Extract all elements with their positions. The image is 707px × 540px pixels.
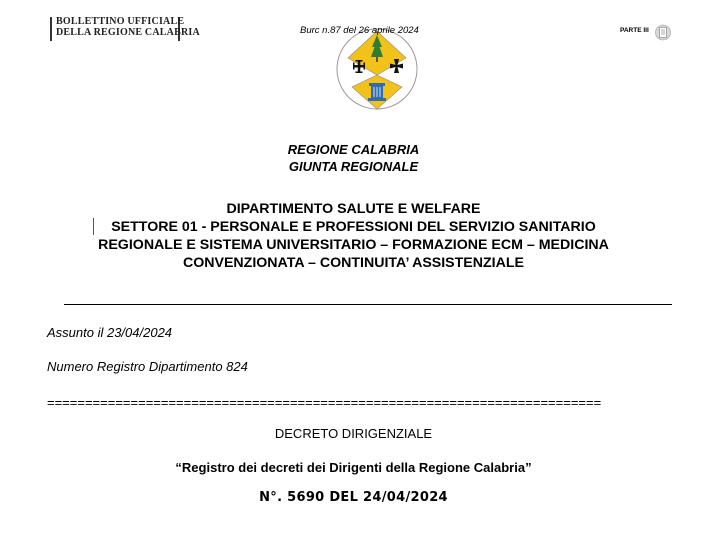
decree-number: N°. 5690 DEL 24/04/2024 — [259, 490, 448, 505]
registro-number: Numero Registro Dipartimento 824 — [47, 359, 248, 374]
masthead-line-2: DELLA REGIONE CALABRIA — [56, 26, 200, 38]
separator-line: ========================================================================= — [47, 395, 602, 410]
region-name: REGIONE CALABRIA — [287, 142, 420, 157]
giunta-name: GIUNTA REGIONALE — [288, 159, 419, 174]
masthead-line-1: BOLLETTINO UFFICIALE — [56, 16, 185, 27]
department-line-4: CONVENZIONATA – CONTINUITA’ ASSISTENZIALE — [182, 255, 525, 271]
regional-crest-icon — [336, 25, 418, 113]
bulletin-masthead — [50, 16, 200, 41]
parte-label: PARTE III — [620, 27, 649, 34]
horizontal-rule — [64, 304, 672, 305]
department-heading — [0, 200, 707, 272]
burc-reference: Burc n.87 del 26 aprile 2024 — [300, 25, 419, 36]
department-line-2: SETTORE 01 - PERSONALE E PROFESSIONI DEL SERVIZIO SANITARIO — [111, 219, 596, 235]
department-line-1: DIPARTIMENTO SALUTE E WELFARE — [226, 201, 481, 217]
decree-type: DECRETO DIRIGENZIALE — [274, 426, 433, 441]
department-line-3: REGIONALE E SISTEMA UNIVERSITARIO – FORMAZIONE ECM – MEDICINA — [98, 237, 609, 253]
assunto-date: Assunto il 23/04/2024 — [47, 325, 173, 340]
document-icon — [655, 24, 671, 41]
region-heading — [0, 141, 707, 175]
text-cursor — [93, 218, 94, 235]
registry-title: “Registro dei decreti dei Dirigenti della Regione Calabria” — [175, 460, 532, 475]
